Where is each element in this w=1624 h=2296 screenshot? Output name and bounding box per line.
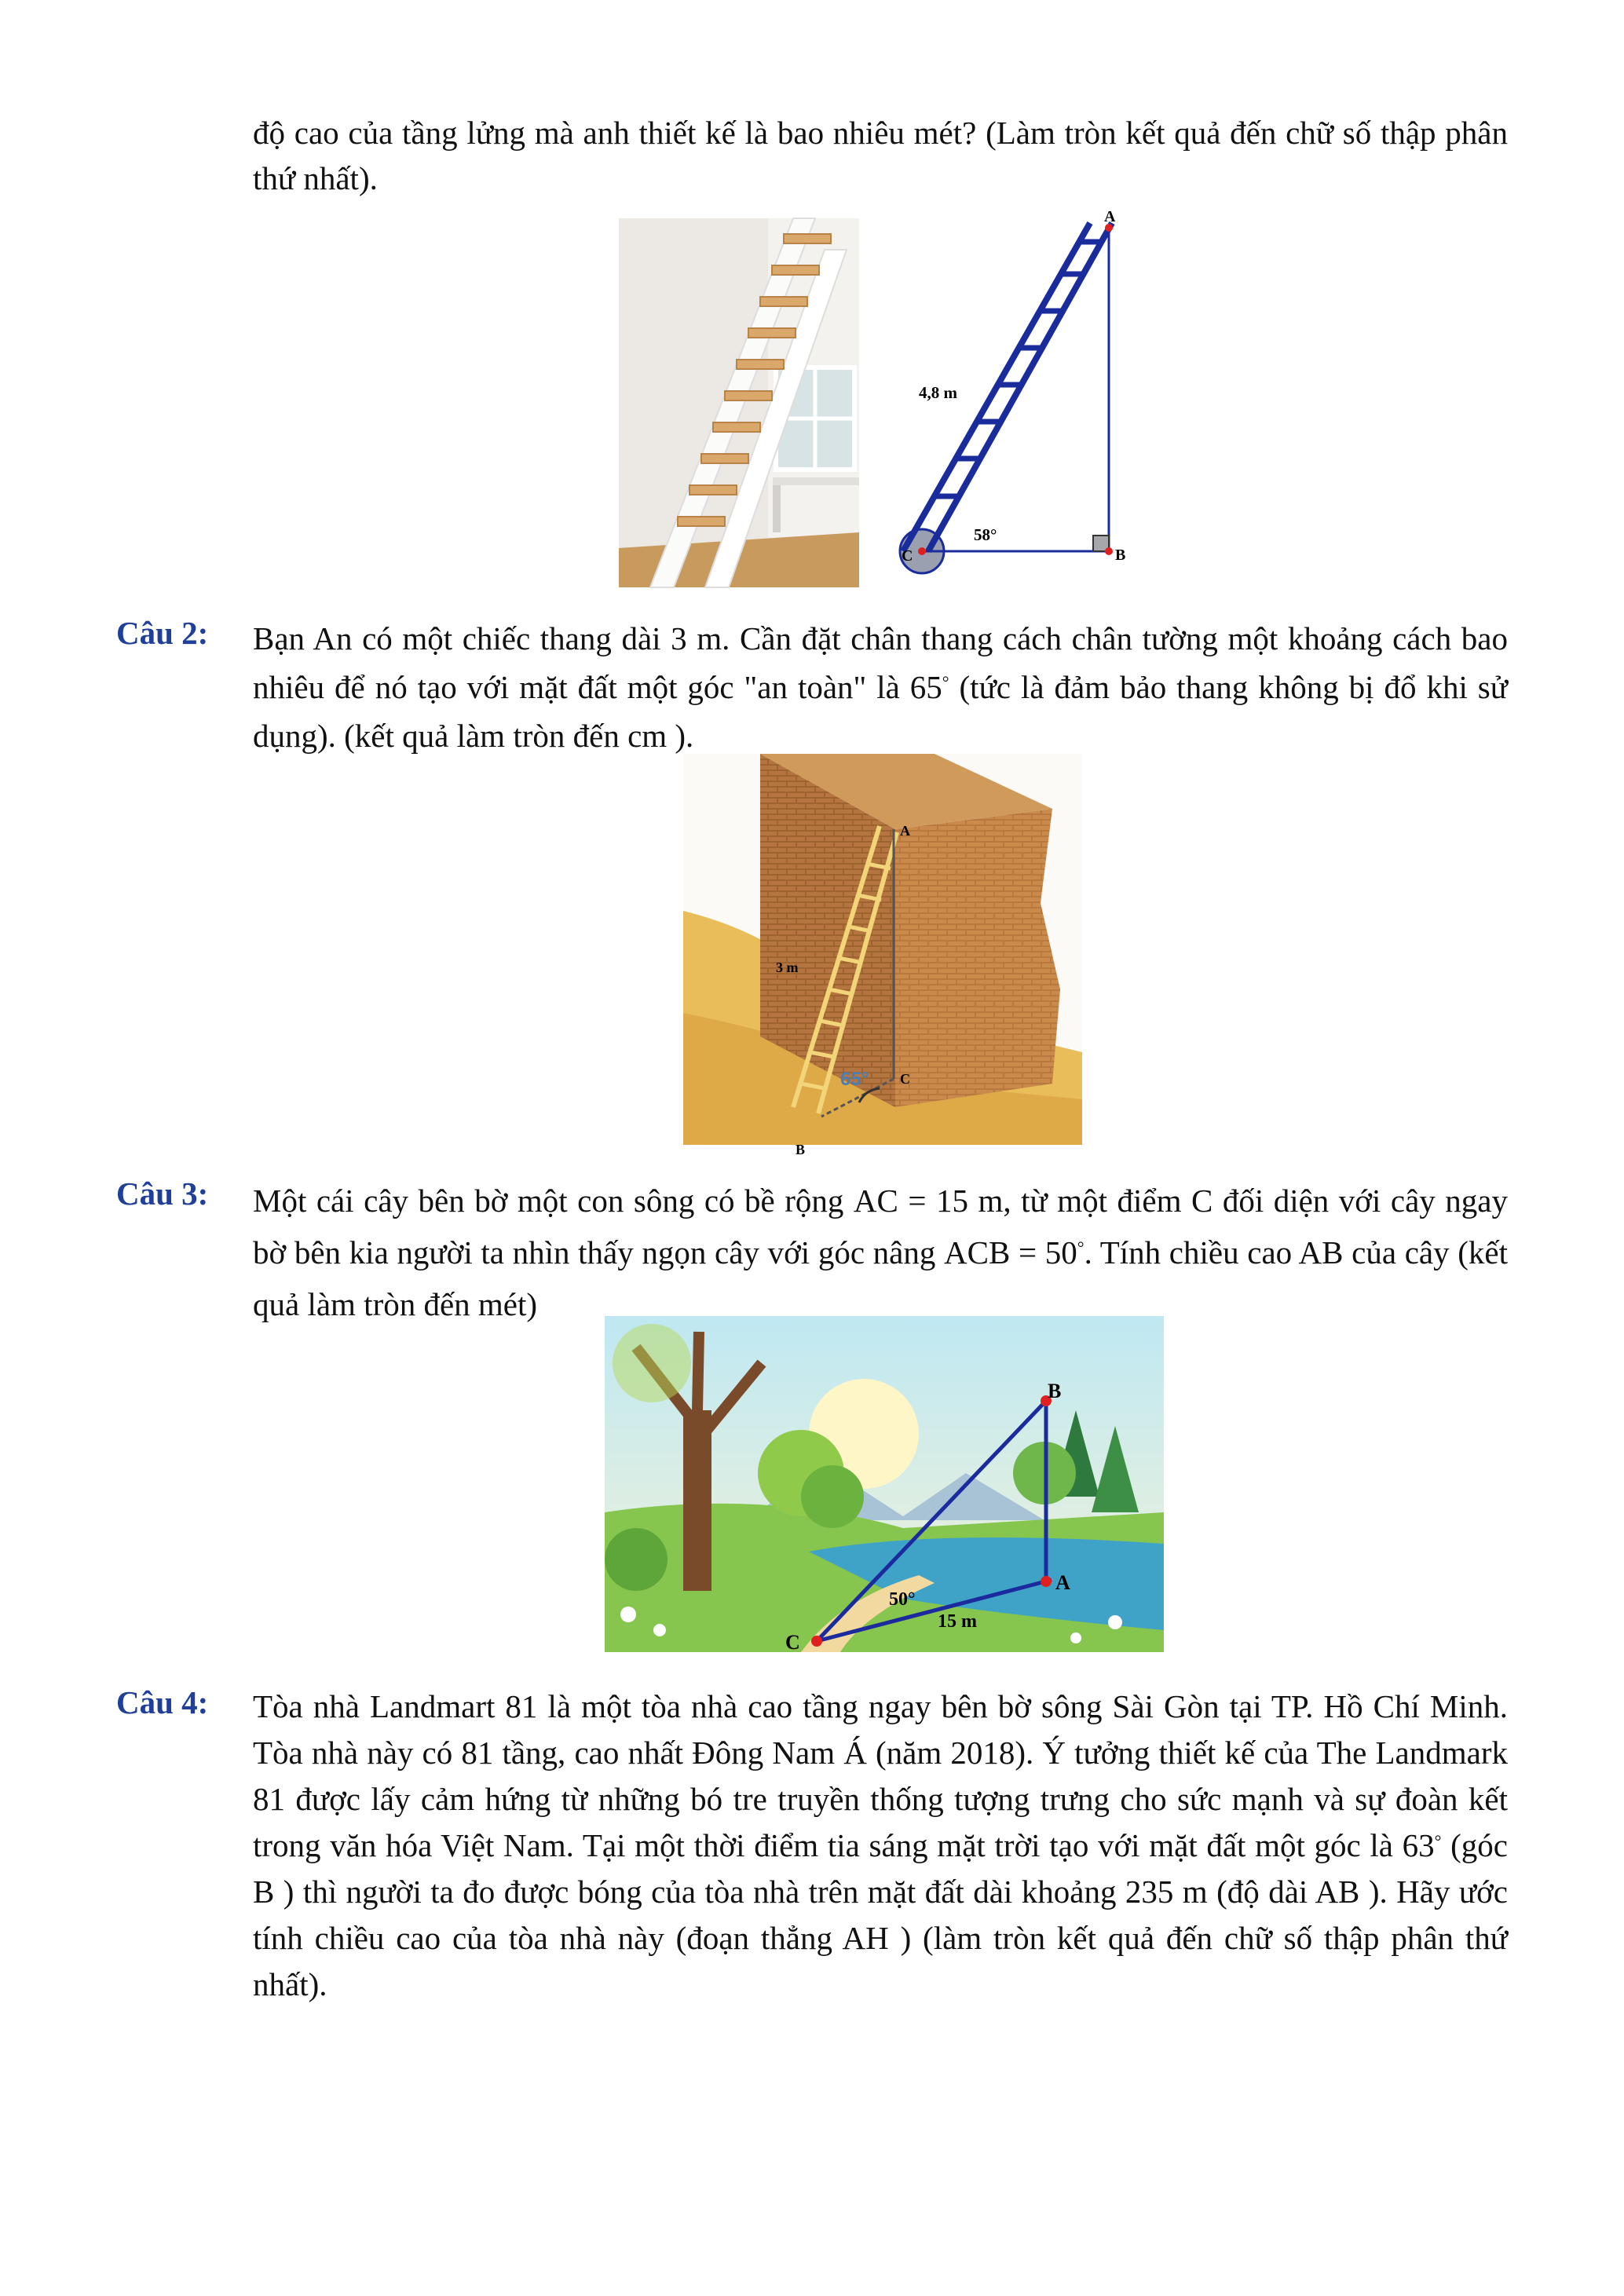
fig2-point-a: A [900,823,910,839]
fig3-point-a: A [1055,1571,1070,1594]
q2-text [253,614,1508,760]
q3-text-1: Một cái cây bên bờ một con sông có bề rộng [253,1183,854,1219]
q4-label: Câu 4: [116,1684,209,1720]
fig3-point-b: B [1048,1380,1062,1402]
brick-wall-ladder-figure [683,754,1082,1157]
intro-paragraph: độ cao của tầng lửng mà anh thiết kế là bao nhiêu mét? (Làm tròn kết quả đến chữ số thập phân thứ nhất). [253,115,1508,196]
q4-text-1: Tòa nhà Landmart 81 là một tòa nhà cao tầng ngay bên bờ sông Sài Gòn tại TP. Hồ Chí Minh. Tòa nhà này có 81 tầng, cao nhất Đông Nam Á (năm 2018). Ý tưởng thiết kế của The Landmark 81 được lấy cảm hứng từ những bó tre truyền thống tượng trưng cho sức mạnh và sự đoàn kết trong văn hóa Việt Nam. Tại một thời điểm tia sáng mặt trời tạo với mặt đất một góc là [253,1688,1508,1863]
q3-text-3: . Tính chiều cao AB của cây (kết quả làm tròn đến mét) [253,1234,1508,1322]
tree-river-figure [605,1316,1164,1652]
q4-angle: 63 [1402,1827,1435,1863]
fig1-point-a: A [1104,208,1116,225]
q2-text-1: Bạn An có một chiếc thang dài 3 m. Cần đặt chân thang cách chân tường một khoảng cách bao nhiêu để nó tạo với mặt đất một góc "an toàn" là [253,620,1508,705]
fig1-angle-label: 58° [974,525,997,544]
ladder-triangle-diagram [887,206,1147,576]
q3-text-2: , từ một điểm C đối diện với cây ngay bờ bên kia người ta nhìn thấy ngọn cây với góc nâng [253,1183,1508,1270]
q4-text [253,1684,1508,2008]
q4-text-2: (góc B ) thì người ta đo được bóng của tòa nhà trên mặt đất dài khoảng 235 m (độ dài AB ). Hãy ước tính chiều cao của tòa nhà này (đoạn thẳng AH ) (làm tròn kết quả đến chữ số thập phân thứ nhất). [253,1827,1508,2002]
q3-math-ac: AC = 15 m [853,1183,1004,1219]
fig1-length-label: 4,8 m [919,383,957,402]
q2-text-2: (tức là đảm bảo thang không bị đổ khi sử dụng). (kết quả làm tròn đến cm ). [253,669,1508,754]
q2-angle: 65 [909,669,942,705]
q3-text [253,1175,1508,1330]
q3-label: Câu 3: [116,1175,209,1212]
fig1-point-b: B [1115,547,1126,564]
q2-label: Câu 2: [116,615,209,651]
loft-stairs-photo [619,218,859,587]
fig3-angle-label: 50° [889,1589,916,1610]
fig2-point-b: B [796,1142,806,1157]
fig1-point-c: C [902,547,913,565]
fig2-angle-label: 65° [840,1069,869,1090]
q4-degree: ° [1434,1831,1442,1851]
fig2-point-c: C [900,1071,910,1087]
q3-degree: ° [1077,1238,1084,1257]
q2-degree: ° [942,672,949,692]
fig2-length-label: 3 m [776,960,799,975]
fig3-point-c: C [785,1631,800,1654]
q3-math-acb: ACB = 50 [944,1234,1077,1270]
fig3-length-label: 15 m [938,1611,977,1632]
